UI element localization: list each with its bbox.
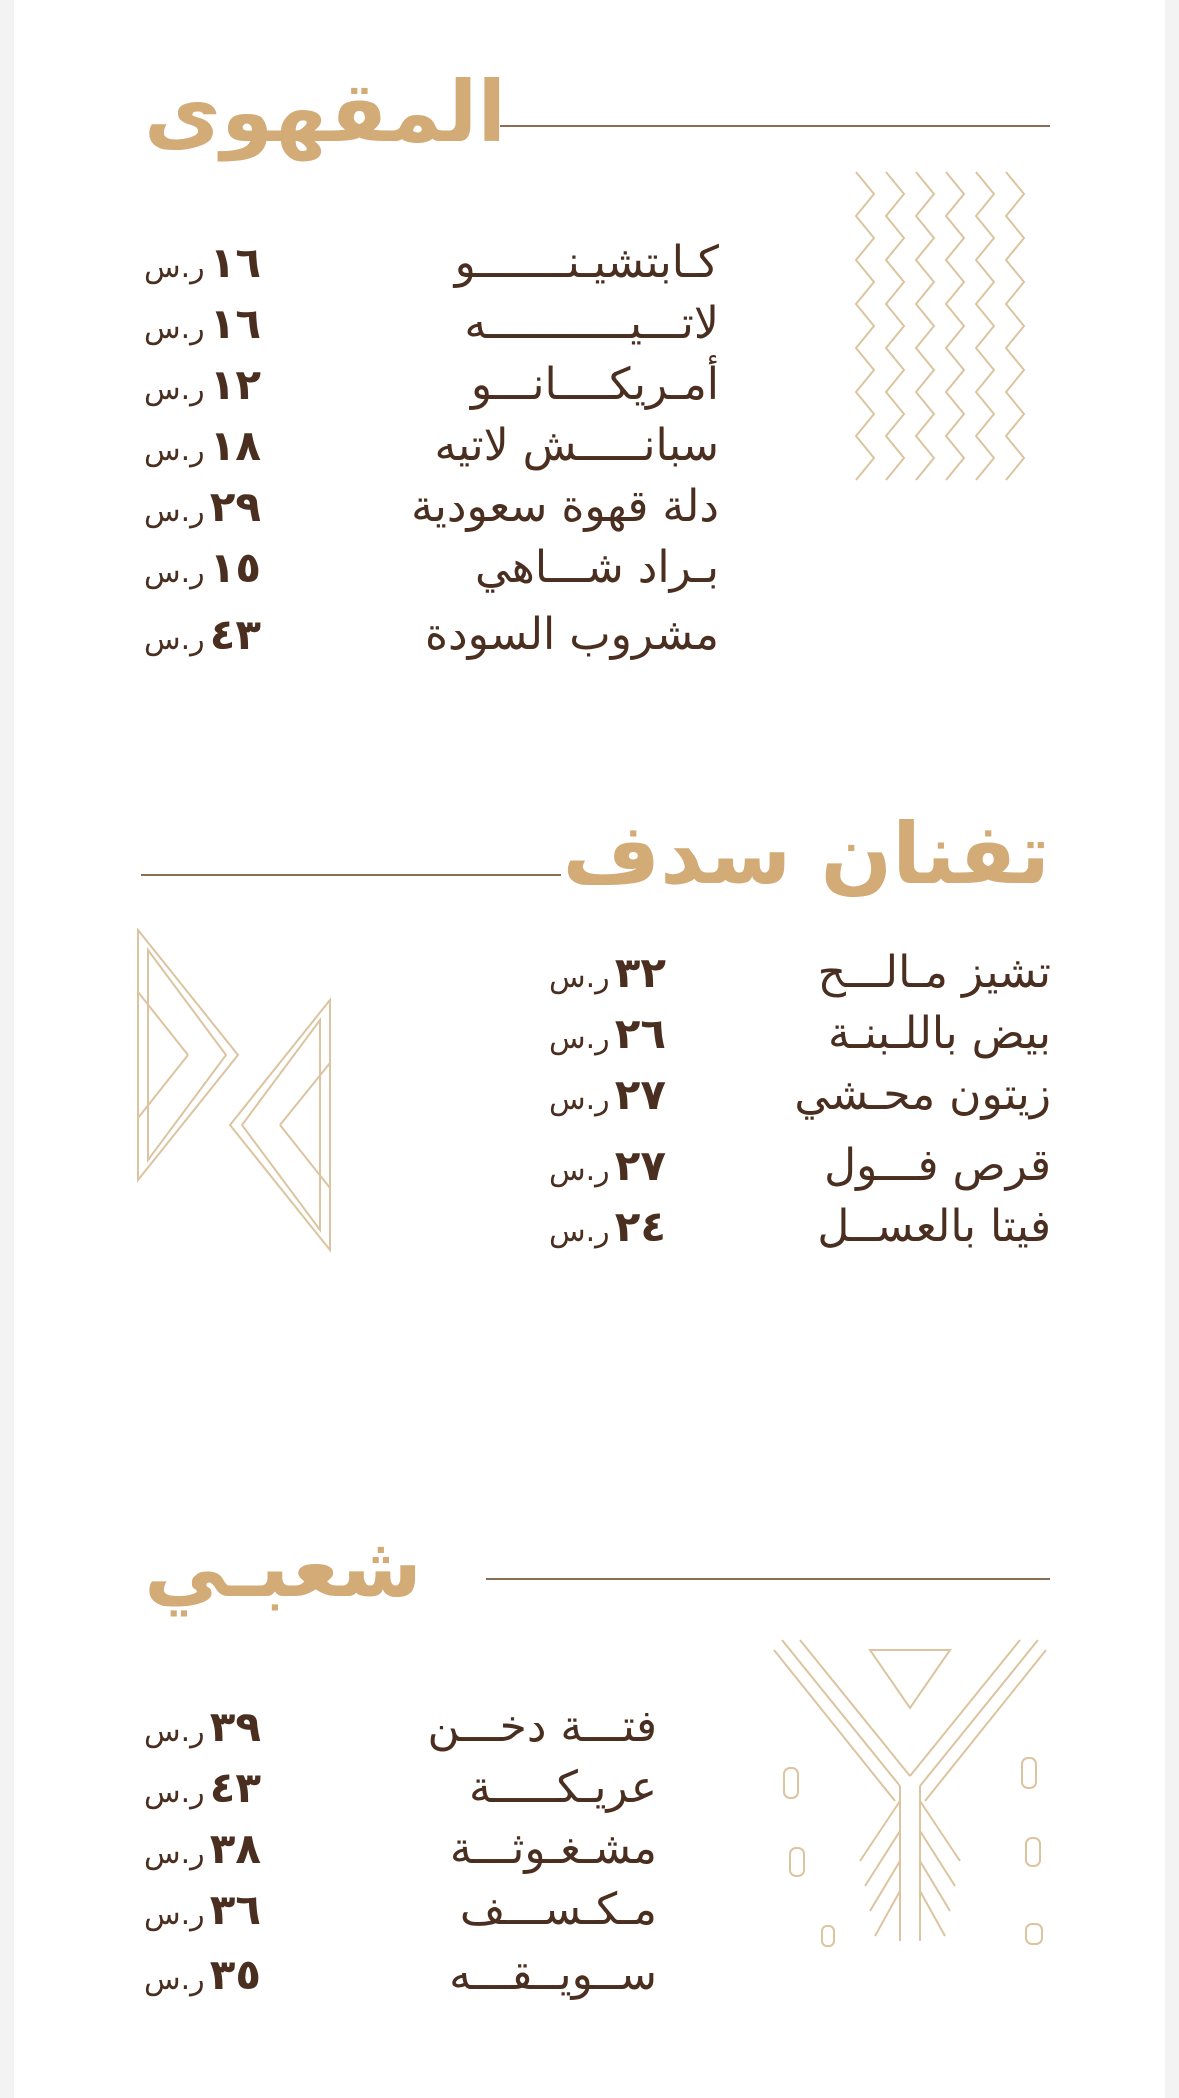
item-price [144,358,261,421]
item-name: لاتـــيـــــــــــه [464,298,719,349]
price-value: ٣٢ [614,948,667,997]
menu-page [14,0,1165,2098]
section-divider [141,874,561,876]
item-name: دلة قهوة سعودية [411,481,719,532]
item-name: فيتا بالعســل [817,1201,1051,1252]
list-item [549,1068,1051,1122]
currency-label: ر.س [144,1962,205,1997]
item-price [144,1761,261,1824]
zigzag-pattern-icon [850,170,1050,490]
currency-label: ر.س [549,1082,610,1117]
item-name: ســويــقـــه [449,1949,657,2000]
item-price [549,1139,666,1202]
price-value: ٢٩ [209,482,262,531]
item-price [144,480,261,543]
currency-label: ر.س [549,1021,610,1056]
item-name: عريـكـــــة [468,1762,657,1813]
currency-label: ر.س [144,250,205,285]
list-item [144,236,719,290]
list-item [144,358,719,412]
currency-label: ر.س [144,1775,205,1810]
triangle-pattern-icon [136,928,336,1258]
price-value: ١٦ [209,299,262,348]
price-value: ٤٣ [209,610,262,659]
currency-label: ر.س [549,1214,610,1249]
price-value: ٣٦ [209,1885,262,1934]
sadu-tree-pattern-icon [770,1636,1050,1956]
item-name: زيتون محـشي [794,1069,1051,1120]
price-value: ٢٤ [614,1202,667,1251]
item-price [549,1200,666,1263]
item-price [549,946,666,1009]
item-name: مـكـســـف [459,1884,657,1935]
list-item [549,946,1051,1000]
list-item [144,419,719,473]
price-value: ٢٧ [614,1070,667,1119]
currency-label: ر.س [144,555,205,590]
currency-label: ر.س [549,1153,610,1188]
currency-label: ر.س [144,433,205,468]
price-value: ٣٥ [209,1950,262,1999]
currency-label: ر.س [144,372,205,407]
item-name: فتـــة دخـــن [427,1701,657,1752]
currency-label: ر.س [144,494,205,529]
section-divider [486,1578,1050,1580]
item-name: بـراد شـــاهي [474,542,719,593]
list-item [549,1139,1051,1193]
item-name: بيض باللـبنـة [828,1008,1051,1059]
item-price [144,1948,261,2011]
currency-label: ر.س [144,311,205,346]
section-divider [500,125,1050,127]
currency-label: ر.س [144,1714,205,1749]
list-item [144,1948,657,2002]
list-item [144,1822,657,1876]
list-item [144,608,719,662]
item-price [144,1822,261,1885]
price-value: ١٢ [209,360,262,409]
item-price [144,419,261,482]
price-value: ١٥ [209,543,262,592]
item-name: سبانـــــش لاتيه [434,420,719,471]
currency-label: ر.س [144,622,205,657]
item-price [549,1068,666,1131]
item-price [144,1883,261,1946]
item-price [144,541,261,604]
price-value: ٣٨ [209,1824,262,1873]
section-title-cafe: المقهوى [144,63,507,161]
item-price [144,608,261,671]
price-value: ٢٧ [614,1141,667,1190]
list-item [549,1007,1051,1061]
section-title-traditional: شعبـي [144,1518,423,1616]
price-value: ٢٦ [614,1009,667,1058]
item-name: أمـريكــــانـــو [470,359,719,410]
currency-label: ر.س [549,960,610,995]
price-value: ٤٣ [209,1763,262,1812]
currency-label: ر.س [144,1836,205,1871]
item-price [144,1700,261,1763]
list-item [144,297,719,351]
item-name: تشيز مـالـــح [817,947,1051,998]
section-title-breakfast: تفنان سدف [562,805,1050,903]
list-item [549,1200,1051,1254]
list-item [144,541,719,595]
list-item [144,1883,657,1937]
item-name: قرص فـــول [824,1140,1051,1191]
price-value: ٣٩ [209,1702,262,1751]
item-name: كـابتشيـنـــــــو [454,237,719,288]
list-item [144,1761,657,1815]
item-price [144,297,261,360]
price-value: ١٨ [209,421,262,470]
item-name: مشروب السودة [424,609,719,660]
item-price [549,1007,666,1070]
currency-label: ر.س [144,1897,205,1932]
price-value: ١٦ [209,238,262,287]
list-item [144,480,719,534]
item-name: مشـغـوثـــة [449,1823,657,1874]
item-price [144,236,261,299]
list-item [144,1700,657,1754]
